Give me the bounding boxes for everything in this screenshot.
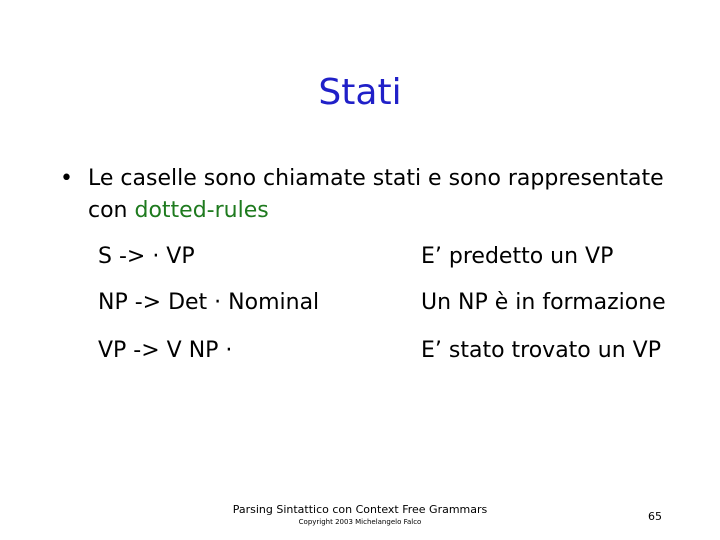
rule-description: E’ predetto un VP: [421, 244, 614, 269]
bullet-text: [88, 163, 680, 227]
bullet-highlight: dotted-rules: [134, 198, 269, 223]
dotted-rule: NP -> Det · Nominal: [98, 290, 320, 315]
rule-description: E’ stato trovato un VP: [421, 338, 661, 363]
footer-title: Parsing Sintattico con Context Free Grammars: [232, 503, 488, 516]
footer: [160, 503, 560, 527]
dotted-rule: VP -> V NP ·: [98, 338, 233, 363]
page-number: 65: [648, 510, 662, 523]
bullet-text-main: Le caselle sono chiamate stati e sono rappresentate con: [88, 166, 664, 223]
rule-description: Un NP è in formazione: [421, 290, 666, 315]
footer-copyright: Copyright 2003 Michelangelo Falco: [298, 518, 422, 526]
bullet-icon: •: [60, 166, 73, 191]
dotted-rule: S -> · VP: [98, 244, 195, 269]
slide-title: Stati: [318, 72, 402, 113]
bullet-item: [60, 163, 680, 227]
